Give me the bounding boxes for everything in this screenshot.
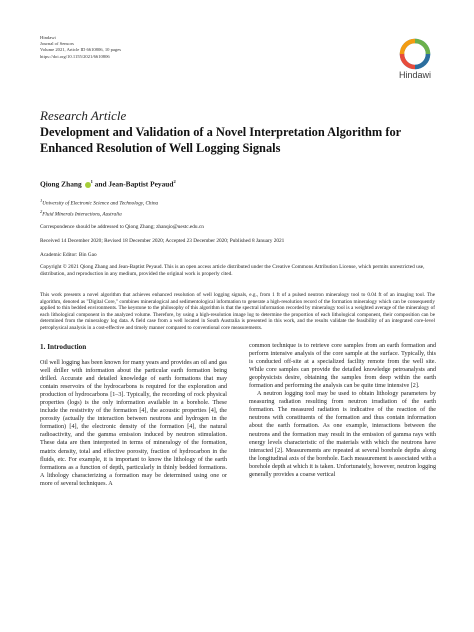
intro-paragraph-2: common technique is to retrieve core samples from an earth formation and perform intensive analysis of the core sample at the surface. Typically, this is conducted off-site at a specialized facility remote from the well site. While core samples can provide the detailed knowledge petroanalysts and geophysicists desire, obtaining the samples from deep within the earth formation and performing the analysis can be quite time intensive [2]. <box>249 343 436 390</box>
article-type: Research Article <box>40 108 127 123</box>
correspondence: Correspondence should be addressed to Qiong Zhang; zhanqio@uestc.edu.cn <box>40 224 204 230</box>
hindawi-logo <box>391 37 439 85</box>
journal-header <box>40 35 121 60</box>
affiliations <box>40 197 158 218</box>
intro-paragraph-1: Oil well logging has been known for many years and provides an oil and gas well driller with information about the particular earth formation being drilled. Accurate and detailed knowledge of earth formations that may contain reservoirs of the hydrocarbons is required for the exploration and production of hydrocarbons [1–3]. Typically, the recording of rock physical properties (logs) is the only information available in a borehole. These include the resistivity of the formation [4], the acoustic properties [4], the porosity (actually the interaction between neutrons and hydrogen in the formation) [4], the electronic density of the formation [4], the natural radioactivity, and the gamma emission induced by neutron stimulation. These data are then interpreted in terms of mineralogy of the formation, matrix density, total and effective porosity, fraction of hydrocarbon in the fluids, etc. For example, it is important to know the lithology of the earth formations as a function of depth, particularly in thinly bedded formations. A lithology characterizing a formation may be determined using one or more of several techniques. A <box>40 360 227 487</box>
affiliation-1: $^1$University of Electronic Science and Technology, China <box>40 198 159 207</box>
intro-paragraph-3: A neutron logging tool may be used to obtain lithology parameters by measuring radiation resulting from neutron irradiation of the earth formation. The measured radiation is indicative of the reaction of the neutrons with constituents of the formation and thus contain information about the earth formation. As one example, interactions between the neutrons and the formation may result in the emission of gamma rays with energy levels characteristic of the materials with which the neutrons have interacted [2]. Measurements are repeated at several borehole depths along the longitudinal axis of the borehole. Each measurement is associated with a borehole depth at which it is taken. Unfortunately, however, neutron logging generally provides a coarse vertical <box>249 391 436 478</box>
volume-info: Volume 2021, Article ID 6610806, 10 pages <box>40 47 122 53</box>
hindawi-logo-icon <box>398 37 432 71</box>
abstract <box>40 292 435 332</box>
copyright-notice: Copyright © 2021 Qiong Zhang and Jean-Baptist Peyaud. This is an open access article distributed under the Creative Commons Attribution License, which permits unrestricted use, distribution, and reproduction in any medium, provided the original work is properly cited. <box>40 264 425 277</box>
doi-link[interactable]: https://doi.org/10.1155/2021/6610806 <box>40 53 110 59</box>
article-title: Development and Validation of a Novel Interpretation Algorithm for Enhanced Resolution of Well Logging Signals <box>40 125 401 155</box>
publication-dates: Received 14 December 2020; Revised 18 December 2020; Accepted 23 December 2020; Published 8 January 2021 <box>40 238 285 244</box>
author-2-sup: 2 <box>173 179 176 184</box>
academic-editor: Academic Editor: Bin Gao <box>40 252 97 258</box>
author-1-sup: 1 <box>90 179 93 184</box>
right-column <box>249 342 436 479</box>
author-line <box>40 179 176 188</box>
affiliation-2: $^2$Fluid Minerals Interactions, Australia <box>40 208 122 218</box>
author-1[interactable]: Qiong Zhang <box>40 179 82 189</box>
section-heading: 1. Introduction <box>40 343 87 351</box>
publisher-name: Hindawi <box>40 35 56 40</box>
logo-text: Hindawi <box>398 70 431 80</box>
left-column <box>40 359 227 488</box>
abstract-text: This work presents a novel algorithm that achieves enhanced resolution of well logging signals, e.g., from 1 ft of a pulsed neutron mineralogy tool to 0.04 ft of an imaging tool. The algorithm, denoted as "Digital Core," combines mineralogical and sedimentological information to generate a high-resolution record of the formation mineralogy which can be consequently applied to thin bedded environments. The keystone to the philosophy of this algorithm is that the spectral information recorded by mineralogy tool is a weighted average of the mineralogy of each lithological component in the analyzed volume. Therefore, by using a high-resolution image log to determine the proportion of each lithological component, their composition can be determined from the mineralogy log data. A field case from a well located in South Australia is presented in this work, and the results validate the feasibility of an integrated core-level petrophysical analysis in a cost-effective and timely manner compared to conventional core measurements. <box>40 292 435 331</box>
journal-name: Journal of Sensors <box>40 41 74 47</box>
author-2[interactable]: and Jean-Baptist Peyaud <box>94 179 174 189</box>
